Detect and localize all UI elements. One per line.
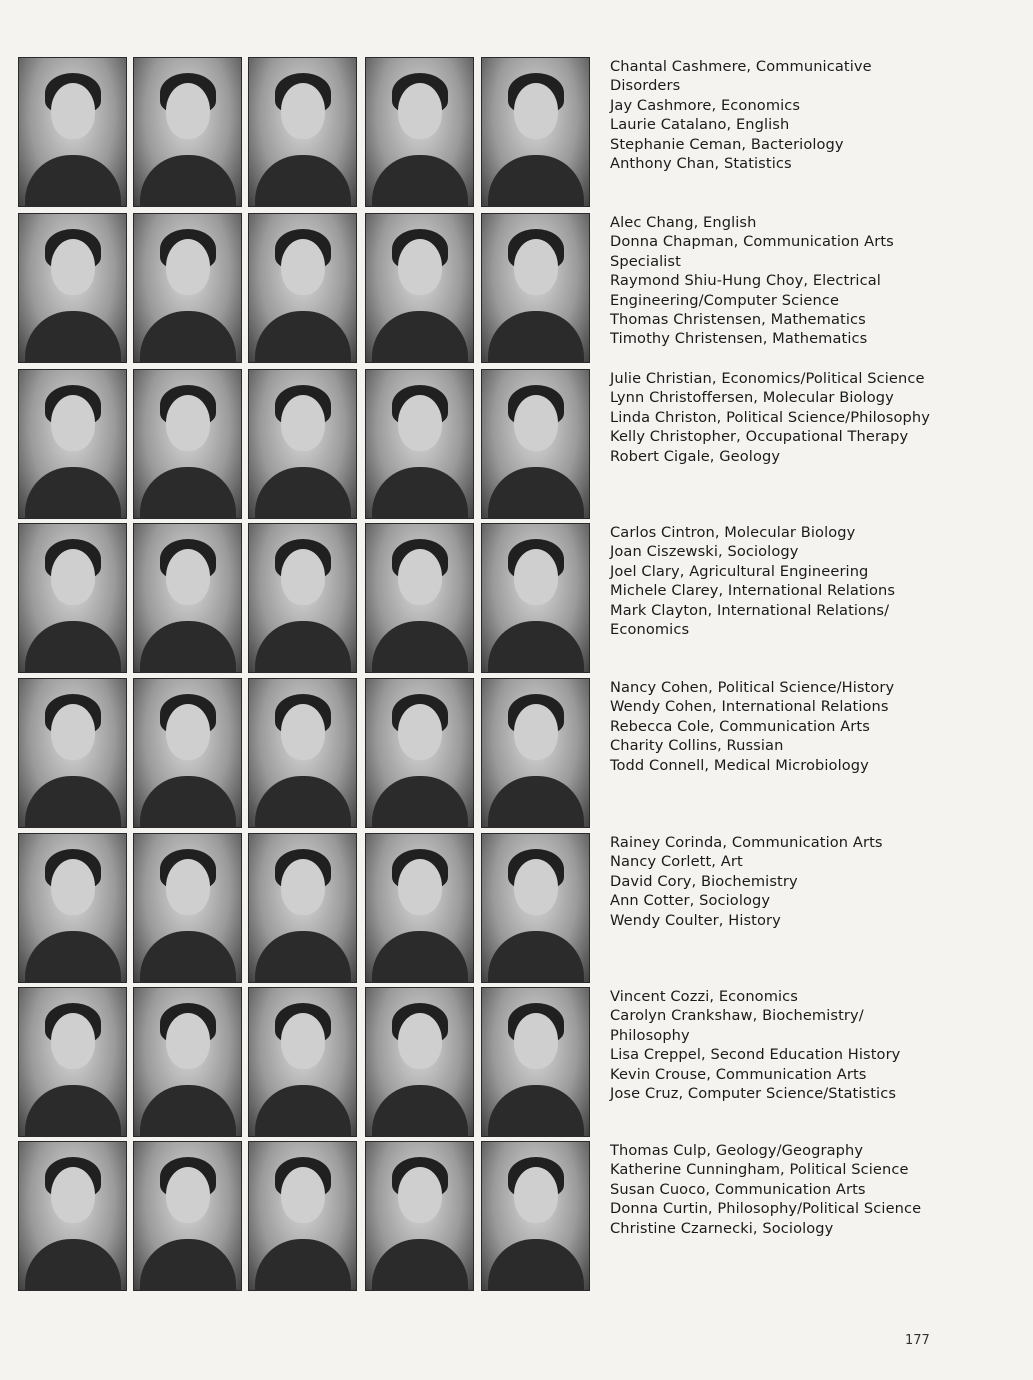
portrait-head — [166, 395, 210, 451]
student-portrait — [133, 833, 242, 983]
student-portrait — [133, 1141, 242, 1291]
portrait-body — [372, 1085, 468, 1137]
portrait-body — [140, 931, 236, 983]
student-portrait — [365, 833, 474, 983]
name-line: Jay Cashmore, Economics — [610, 96, 801, 114]
portrait-body — [372, 931, 468, 983]
student-portrait — [248, 1141, 357, 1291]
name-line: Wendy Coulter, History — [610, 911, 781, 929]
name-line: Charity Collins, Russian — [610, 737, 784, 755]
name-line: Kelly Christopher, Occupational Therapy — [610, 428, 909, 446]
student-portrait — [365, 213, 474, 363]
student-portrait — [248, 57, 357, 207]
student-portrait — [133, 523, 242, 673]
portrait-body — [372, 776, 468, 828]
portrait-strip — [18, 987, 594, 1137]
portrait-head — [398, 704, 442, 760]
student-portrait — [18, 833, 127, 983]
name-line: Jose Cruz, Computer Science/Statistics — [610, 1085, 897, 1103]
name-line: Thomas Christensen, Mathematics — [610, 311, 866, 329]
portrait-head — [514, 704, 558, 760]
student-portrait — [248, 678, 357, 828]
student-portrait — [133, 369, 242, 519]
name-line: Wendy Cohen, International Relations — [610, 698, 889, 716]
student-portrait — [133, 987, 242, 1137]
portrait-body — [140, 621, 236, 673]
name-line: Michele Clarey, International Relations — [610, 582, 896, 600]
portrait-head — [514, 859, 558, 915]
name-line: Mark Clayton, International Relations/ — [610, 601, 890, 619]
portrait-body — [488, 467, 584, 519]
student-portrait — [248, 987, 357, 1137]
portrait-strip — [18, 57, 594, 207]
portrait-body — [488, 155, 584, 207]
portrait-head — [51, 704, 95, 760]
portrait-body — [140, 467, 236, 519]
name-list — [610, 833, 1010, 930]
portrait-head — [514, 239, 558, 295]
portrait-head — [51, 1167, 95, 1223]
portrait-head — [166, 549, 210, 605]
portrait-body — [25, 1239, 121, 1291]
portrait-body — [488, 1085, 584, 1137]
portrait-head — [398, 1013, 442, 1069]
portrait-head — [281, 704, 325, 760]
student-portrait — [481, 57, 590, 207]
name-line: Linda Christon, Political Science/Philosophy — [610, 408, 930, 426]
portrait-head — [166, 1013, 210, 1069]
portrait-body — [25, 155, 121, 207]
name-line: Katherine Cunningham, Political Science — [610, 1161, 909, 1179]
portrait-body — [255, 621, 351, 673]
name-line: David Cory, Biochemistry — [610, 872, 798, 890]
portrait-body — [488, 776, 584, 828]
name-line: Rainey Corinda, Communication Arts — [610, 834, 883, 851]
portrait-body — [488, 931, 584, 983]
name-line: Donna Chapman, Communication Arts — [610, 233, 894, 251]
student-portrait — [365, 1141, 474, 1291]
portrait-body — [372, 311, 468, 363]
student-portrait — [18, 57, 127, 207]
name-line: Economics — [610, 621, 690, 639]
portrait-head — [281, 395, 325, 451]
portrait-body — [25, 467, 121, 519]
portrait-strip — [18, 213, 594, 363]
portrait-head — [166, 859, 210, 915]
student-portrait — [18, 213, 127, 363]
name-line: Engineering/Computer Science — [610, 291, 840, 309]
portrait-head — [514, 1013, 558, 1069]
name-list — [610, 1141, 1010, 1238]
portrait-strip — [18, 833, 594, 983]
name-line: Donna Curtin, Philosophy/Political Science — [610, 1200, 922, 1218]
portrait-head — [166, 704, 210, 760]
name-line: Carolyn Crankshaw, Biochemistry/ — [610, 1007, 864, 1025]
portrait-head — [51, 859, 95, 915]
portrait-head — [166, 83, 210, 139]
portrait-body — [140, 311, 236, 363]
name-line: Lynn Christoffersen, Molecular Biology — [610, 389, 894, 407]
page-number: 177 — [905, 1333, 930, 1348]
portrait-head — [398, 549, 442, 605]
name-line: Joel Clary, Agricultural Engineering — [610, 562, 869, 580]
name-line: Timothy Christensen, Mathematics — [610, 330, 868, 348]
student-portrait — [481, 213, 590, 363]
portrait-head — [166, 1167, 210, 1223]
portrait-row — [18, 369, 1018, 521]
name-line: Laurie Catalano, English — [610, 116, 790, 134]
name-list — [610, 369, 1010, 466]
student-portrait — [248, 523, 357, 673]
student-portrait — [133, 57, 242, 207]
portrait-row — [18, 678, 1018, 830]
portrait-head — [514, 83, 558, 139]
name-line: Nancy Cohen, Political Science/History — [610, 679, 895, 696]
student-portrait — [481, 678, 590, 828]
portrait-strip — [18, 523, 594, 673]
portrait-row — [18, 833, 1018, 985]
name-line: Anthony Chan, Statistics — [610, 155, 792, 173]
portrait-body — [372, 621, 468, 673]
name-line: Specialist — [610, 252, 681, 270]
portrait-head — [398, 83, 442, 139]
portrait-head — [51, 239, 95, 295]
name-line: Chantal Cashmere, Communicative — [610, 58, 872, 75]
name-line: Julie Christian, Economics/Political Science — [610, 370, 925, 387]
portrait-row — [18, 1141, 1018, 1293]
name-line: Thomas Culp, Geology/Geography — [610, 1142, 864, 1159]
student-portrait — [18, 678, 127, 828]
portrait-body — [140, 155, 236, 207]
name-line: Carlos Cintron, Molecular Biology — [610, 524, 856, 541]
student-portrait — [481, 523, 590, 673]
portrait-row — [18, 213, 1018, 365]
student-portrait — [481, 1141, 590, 1291]
student-portrait — [365, 987, 474, 1137]
name-line: Philosophy — [610, 1026, 690, 1044]
name-list — [610, 678, 1010, 775]
portrait-body — [255, 1085, 351, 1137]
student-portrait — [365, 678, 474, 828]
portrait-body — [372, 1239, 468, 1291]
student-portrait — [248, 369, 357, 519]
portrait-body — [140, 1085, 236, 1137]
name-line: Ann Cotter, Sociology — [610, 892, 771, 910]
name-line: Lisa Creppel, Second Education History — [610, 1046, 901, 1064]
portrait-head — [51, 83, 95, 139]
portrait-row — [18, 57, 1018, 209]
name-line: Vincent Cozzi, Economics — [610, 988, 798, 1005]
portrait-row — [18, 523, 1018, 675]
student-portrait — [365, 57, 474, 207]
portrait-head — [51, 549, 95, 605]
portrait-head — [281, 83, 325, 139]
name-line: Todd Connell, Medical Microbiology — [610, 756, 869, 774]
portrait-body — [25, 776, 121, 828]
name-line: Stephanie Ceman, Bacteriology — [610, 135, 844, 153]
student-portrait — [481, 369, 590, 519]
student-portrait — [481, 833, 590, 983]
name-list — [610, 213, 1010, 349]
portrait-strip — [18, 678, 594, 828]
portrait-body — [140, 776, 236, 828]
portrait-head — [398, 859, 442, 915]
portrait-head — [398, 239, 442, 295]
portrait-head — [281, 859, 325, 915]
student-portrait — [365, 369, 474, 519]
portrait-head — [281, 549, 325, 605]
name-line: Joan Ciszewski, Sociology — [610, 543, 799, 561]
portrait-body — [488, 1239, 584, 1291]
student-portrait — [481, 987, 590, 1137]
name-line: Disorders — [610, 77, 681, 95]
name-line: Susan Cuoco, Communication Arts — [610, 1180, 866, 1198]
name-list — [610, 57, 1010, 173]
portrait-head — [514, 395, 558, 451]
portrait-body — [25, 621, 121, 673]
portrait-body — [255, 931, 351, 983]
student-portrait — [133, 678, 242, 828]
portrait-body — [488, 621, 584, 673]
portrait-head — [166, 239, 210, 295]
portrait-body — [488, 311, 584, 363]
portrait-body — [25, 1085, 121, 1137]
portrait-body — [140, 1239, 236, 1291]
student-portrait — [133, 213, 242, 363]
portrait-head — [514, 1167, 558, 1223]
name-line: Nancy Corlett, Art — [610, 853, 743, 871]
portrait-strip — [18, 1141, 594, 1291]
student-portrait — [18, 987, 127, 1137]
student-portrait — [18, 1141, 127, 1291]
portrait-head — [281, 1013, 325, 1069]
name-line: Robert Cigale, Geology — [610, 447, 781, 465]
student-portrait — [18, 369, 127, 519]
portrait-row — [18, 987, 1018, 1139]
portrait-head — [398, 1167, 442, 1223]
name-line: Kevin Crouse, Communication Arts — [610, 1065, 867, 1083]
name-list — [610, 987, 1010, 1103]
portrait-body — [255, 776, 351, 828]
portrait-head — [51, 1013, 95, 1069]
portrait-head — [281, 1167, 325, 1223]
portrait-head — [398, 395, 442, 451]
portrait-head — [514, 549, 558, 605]
student-portrait — [248, 213, 357, 363]
name-line: Rebecca Cole, Communication Arts — [610, 717, 870, 735]
portrait-body — [372, 467, 468, 519]
portrait-head — [281, 239, 325, 295]
portrait-body — [255, 155, 351, 207]
student-portrait — [18, 523, 127, 673]
portrait-body — [25, 931, 121, 983]
name-list — [610, 523, 1010, 639]
student-portrait — [365, 523, 474, 673]
name-line: Alec Chang, English — [610, 214, 757, 231]
portrait-strip — [18, 369, 594, 519]
student-portrait — [248, 833, 357, 983]
portrait-body — [255, 1239, 351, 1291]
portrait-head — [51, 395, 95, 451]
portrait-body — [255, 467, 351, 519]
name-line: Raymond Shiu-Hung Choy, Electrical — [610, 272, 881, 290]
portrait-body — [255, 311, 351, 363]
portrait-body — [25, 311, 121, 363]
portrait-body — [372, 155, 468, 207]
name-line: Christine Czarnecki, Sociology — [610, 1219, 834, 1237]
